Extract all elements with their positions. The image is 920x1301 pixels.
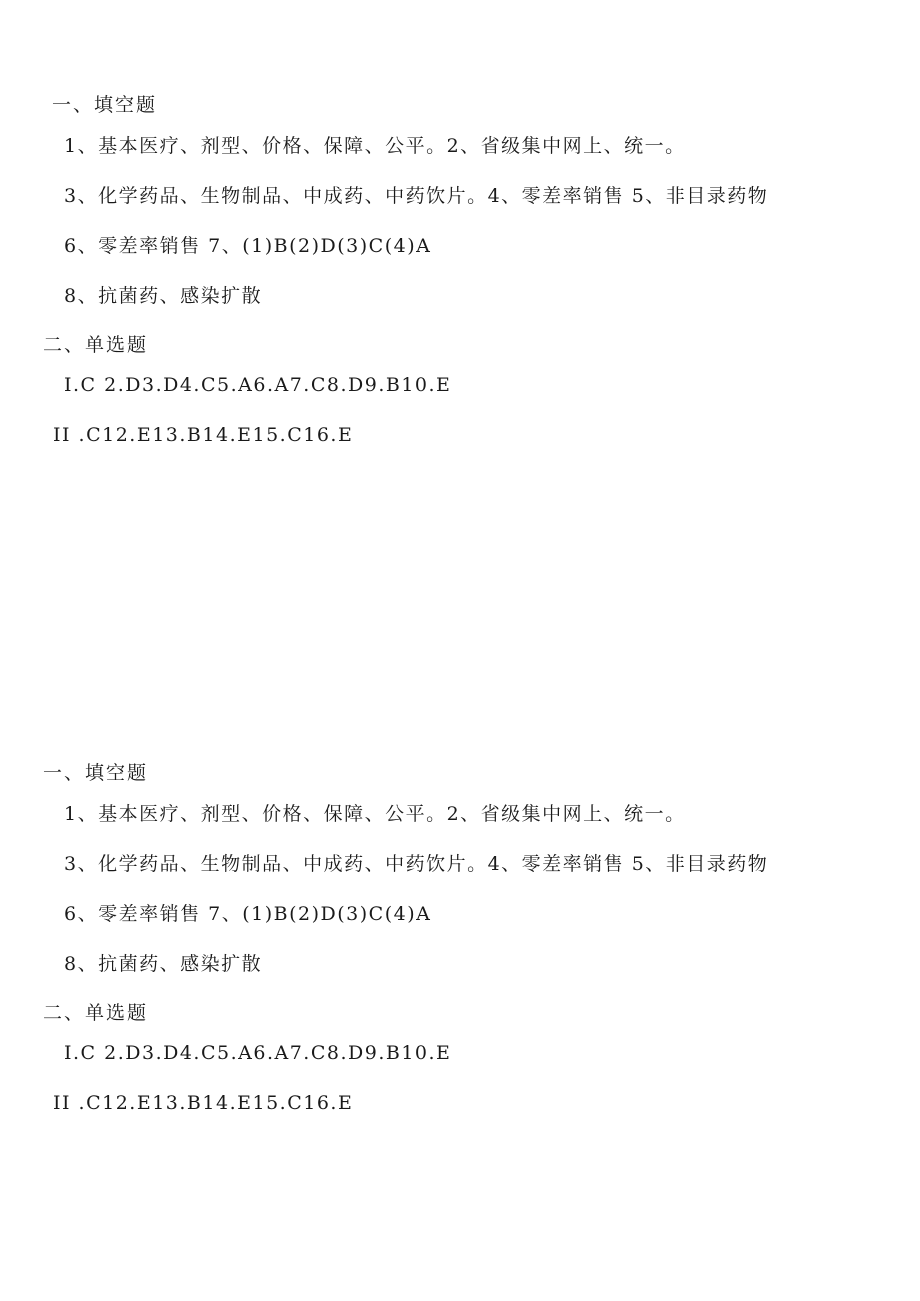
single-choice-answer-line: Ⅰ.C 2.D3.D4.C5.A6.A7.C8.D9.B10.E [64,1042,452,1064]
section-title-fill-in: 一、填空题 [43,762,149,784]
answer-page-1 [0,0,920,650]
fill-in-answer-line: 1、基本医疗、剂型、价格、保障、公平。2、省级集中网上、统一。 [64,803,686,825]
fill-in-answer-line: 6、零差率销售 7、(1)B(2)D(3)C(4)A [64,235,432,257]
single-choice-answer-line: II .C12.E13.B14.E15.C16.E [53,424,354,446]
section-title-single-choice: 二、单选题 [43,334,149,356]
section-title-fill-in: 一、填空题 [52,94,158,116]
single-choice-answer-line: Ⅰ.C 2.D3.D4.C5.A6.A7.C8.D9.B10.E [64,374,452,396]
answer-page-2 [0,650,920,1300]
fill-in-answer-line: 1、基本医疗、剂型、价格、保障、公平。2、省级集中网上、统一。 [64,135,686,157]
single-choice-answer-line: II .C12.E13.B14.E15.C16.E [53,1092,354,1114]
fill-in-answer-line: 6、零差率销售 7、(1)B(2)D(3)C(4)A [64,903,432,925]
fill-in-answer-line: 8、抗菌药、感染扩散 [64,953,263,975]
fill-in-answer-line: 3、化学药品、生物制品、中成药、中药饮片。4、零差率销售 5、非目录药物 [64,185,769,207]
section-title-single-choice: 二、单选题 [43,1002,149,1024]
fill-in-answer-line: 8、抗菌药、感染扩散 [64,285,263,307]
fill-in-answer-line: 3、化学药品、生物制品、中成药、中药饮片。4、零差率销售 5、非目录药物 [64,853,769,875]
